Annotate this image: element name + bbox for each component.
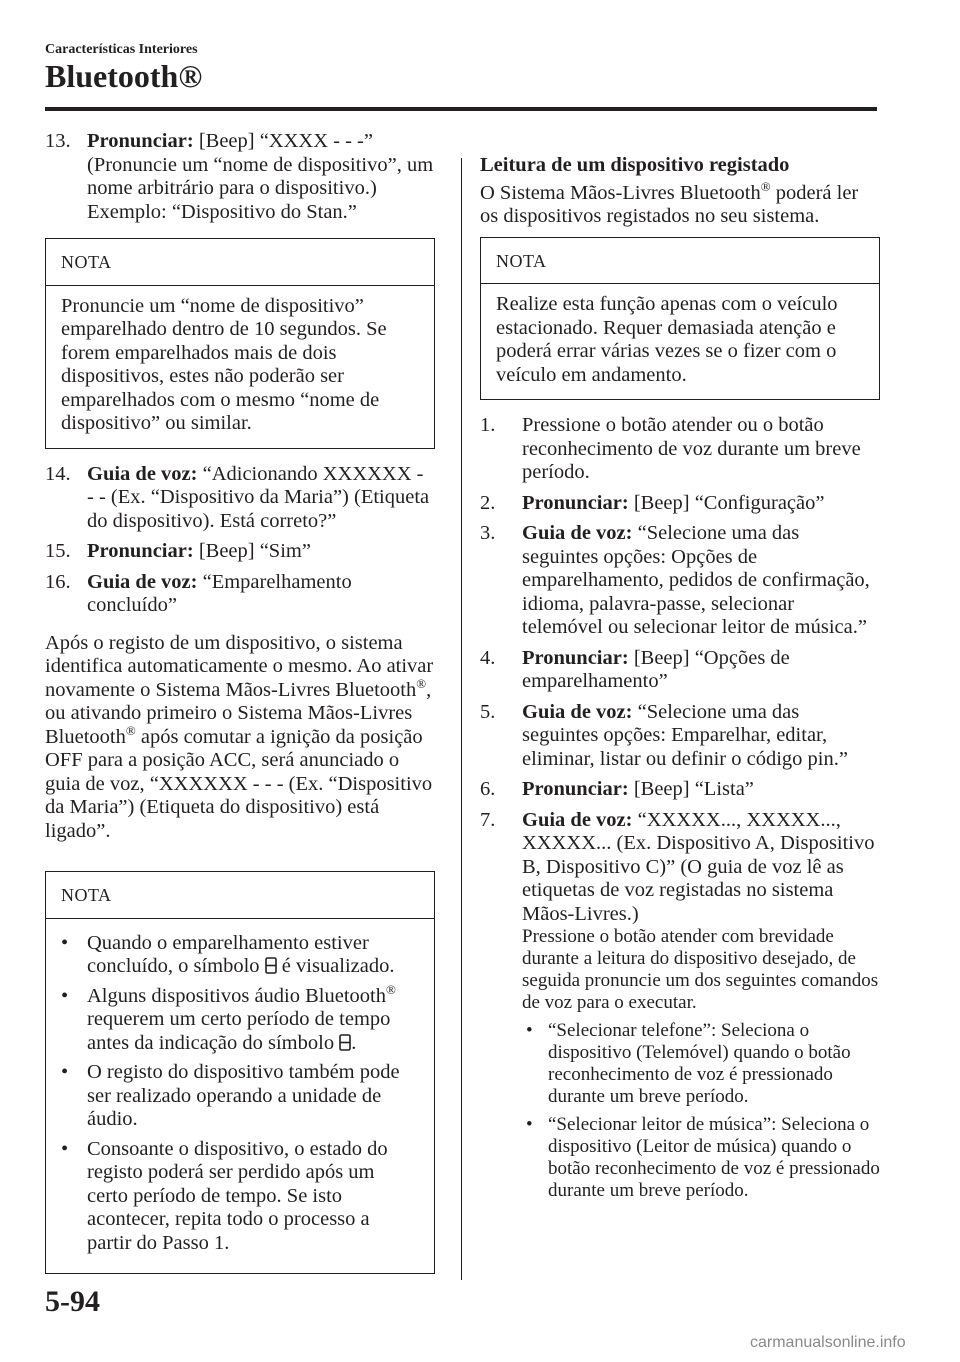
- step-label: Pronunciar:: [522, 646, 629, 669]
- bullet-dot: •: [61, 1061, 69, 1083]
- step-text: “Selecione uma das seguintes opções: Opções de emparelhamento, pedidos de confirmação, idioma, palavra-passe, selecionar telemóvel ou selecionar leitor de música.”: [522, 522, 870, 638]
- step-4: [480, 647, 880, 694]
- step-6: [480, 778, 880, 802]
- intro-text: poderá ler os dispositivos registados no seu sistema.: [480, 181, 859, 227]
- step-16: [45, 571, 435, 618]
- registered-mark: ®: [760, 178, 771, 194]
- paragraph-text: Após o registo de um dispositivo, o sistema identifica automaticamente o mesmo. Ao ativar novamente o Sistema Mãos-Livres Bluetooth: [45, 631, 434, 701]
- step-15: [45, 540, 435, 564]
- note-bullet: [61, 981, 419, 1056]
- left-column: [45, 130, 435, 1288]
- step-text: [Beep] “XXXX - - -” (Pronuncie um “nome de dispositivo”, um nome arbitrário para o dispositivo.) Exemplo: “Dispositivo do Stan.”: [87, 130, 434, 223]
- step-number: 16.: [45, 570, 71, 593]
- command-bullet: [522, 1020, 880, 1108]
- paragraph-text: , ou ativando primeiro o Sistema Mãos-Livres Bluetooth: [45, 678, 432, 748]
- chapter-title: Bluetooth®: [45, 58, 203, 94]
- step-label: Guia de voz:: [522, 522, 633, 544]
- note-box-2: [45, 871, 435, 1274]
- note-bullet: [61, 932, 419, 979]
- step-number: 3.: [480, 522, 496, 544]
- bullet-dot: •: [61, 984, 69, 1007]
- bullet-text: .: [351, 1031, 357, 1054]
- bullet-text: Consoante o dispositivo, o estado do registo poderá ser perdido após um certo período de tempo. Se isto acontecer, repita todo o processo a partir do Passo 1.: [87, 1137, 388, 1254]
- step-number: 6.: [480, 778, 496, 800]
- note-text: Pronuncie um “nome de dispositivo” emparelhado dentro de 10 segundos. Se forem emparelhados mais de dois dispositivos, estes não poderão ser emparelhados com o mesmo “nome de dispositivo” ou similar.: [61, 294, 387, 434]
- note-body: [46, 919, 434, 1274]
- step-text: Pressione o botão atender ou o botão reconhecimento de voz durante um breve período.: [522, 414, 861, 483]
- step-text: “XXXXX..., XXXXX..., XXXXX... (Ex. Dispositivo A, Dispositivo B, Dispositivo C)” (O guia de voz lê as etiquetas de voz registadas no sistema Mãos-Livres.): [522, 808, 875, 925]
- step-text: “Adicionando XXXXXX - - - (Ex. “Dispositivo da Maria”) (Etiqueta do dispositivo). Está correto?”: [87, 462, 430, 532]
- bullet-dot: •: [526, 1114, 533, 1135]
- step-number: 14.: [45, 462, 71, 485]
- bullet-text: Alguns dispositivos áudio Bluetooth: [87, 984, 386, 1007]
- step-label: Pronunciar:: [522, 778, 629, 800]
- section-label: Características Interiores: [45, 42, 198, 57]
- step-label: Guia de voz:: [87, 570, 198, 593]
- registration-paragraph: [45, 632, 435, 844]
- step-14: [45, 463, 435, 534]
- step-number: 7.: [480, 808, 496, 831]
- bullet-dot: •: [61, 1137, 69, 1160]
- page-number: 5-94: [45, 1285, 100, 1318]
- step-3: [480, 522, 880, 640]
- note-text: Realize esta função apenas com o veículo estacionado. Requer demasiada atenção e poderá errar várias vezes se o fizer com o veículo em andamento.: [496, 293, 838, 386]
- bullet-text: “Selecionar telefone”: Seleciona o dispositivo (Telemóvel) quando o botão reconhecimento de voz é pressionado durante um breve período.: [548, 1020, 851, 1107]
- registered-mark: ®: [125, 722, 136, 738]
- step-label: Pronunciar:: [522, 491, 629, 514]
- step-text: [Beep] “Opções de emparelhamento”: [522, 646, 790, 692]
- bullet-text: O registo do dispositivo também pode ser realizado operando a unidade de áudio.: [87, 1061, 400, 1130]
- note-heading: NOTA: [46, 872, 434, 919]
- bullet-dot: •: [526, 1020, 533, 1041]
- bullet-text: é visualizado.: [281, 955, 395, 977]
- step-label: Guia de voz:: [522, 700, 633, 723]
- note-body: [481, 284, 879, 399]
- step-number: 2.: [480, 491, 496, 514]
- registered-mark: ®: [416, 675, 427, 691]
- bullet-text: requerem um certo período de tempo antes da indicação do símbolo: [87, 1008, 391, 1054]
- right-column: [480, 154, 880, 1209]
- intro-text: O Sistema Mãos-Livres Bluetooth: [480, 181, 761, 204]
- step-text: [Beep] “Configuração”: [633, 491, 825, 514]
- note-box-3: [480, 237, 880, 401]
- registered-mark: ®: [385, 981, 396, 997]
- step-number: 15.: [45, 540, 71, 562]
- step-label: Pronunciar:: [87, 540, 194, 562]
- note-heading: NOTA: [46, 239, 434, 286]
- step-text: [Beep] “Lista”: [633, 778, 754, 800]
- bluetooth-device-icon: [265, 957, 277, 974]
- note-bullet: [61, 1061, 419, 1132]
- step-5: [480, 701, 880, 772]
- bullet-text: Quando o emparelhamento estiver concluído, o símbolo: [87, 931, 369, 977]
- note-heading: NOTA: [481, 238, 879, 285]
- note-bullet: [61, 1138, 419, 1256]
- command-bullet: [522, 1114, 880, 1202]
- step-label: Guia de voz:: [522, 808, 633, 831]
- step-subtext: Pressione o botão atender com brevidade durante a leitura do dispositivo desejado, de seguida pronuncie um dos seguintes comandos de voz para o executar.: [522, 926, 879, 1013]
- bullet-text: “Selecionar leitor de música”: Seleciona o dispositivo (Leitor de música) quando o botão reconhecimento de voz é pressionado durante um breve período.: [548, 1114, 880, 1201]
- step-label: Guia de voz:: [87, 462, 198, 485]
- note-body: [46, 286, 434, 448]
- step-text: “Emparelhamento concluído”: [87, 570, 352, 616]
- step-1: [480, 414, 880, 485]
- step-text: “Selecione uma das seguintes opções: Emparelhar, editar, eliminar, listar ou definir o código pin.”: [522, 700, 848, 770]
- watermark-text: carmanualsonline.info: [750, 1334, 906, 1351]
- step-number: 4.: [480, 646, 496, 669]
- intro-paragraph: [480, 178, 880, 229]
- paragraph-text: após comutar a ignição da posição OFF para a posição ACC, será anunciado o guia de voz, “XXXXXX - - - (Ex. “Dispositivo da Maria”) (Etiqueta do dispositivo) está ligado”.: [45, 725, 433, 842]
- step-number: 5.: [480, 700, 496, 723]
- bullet-dot: •: [61, 931, 69, 954]
- column-divider: [461, 158, 462, 1280]
- step-7: [480, 809, 880, 1203]
- step-text: [Beep] “Sim”: [198, 540, 311, 562]
- step-label: Pronunciar:: [87, 130, 194, 152]
- step-number: 1.: [480, 414, 496, 436]
- step-13: [45, 130, 435, 224]
- section-heading: Leitura de um dispositivo registado: [480, 154, 790, 176]
- step-2: [480, 492, 880, 516]
- header-rule: [45, 107, 877, 111]
- bluetooth-device-icon: [339, 1034, 351, 1051]
- note-box-1: [45, 238, 435, 449]
- step-number: 13.: [45, 130, 71, 152]
